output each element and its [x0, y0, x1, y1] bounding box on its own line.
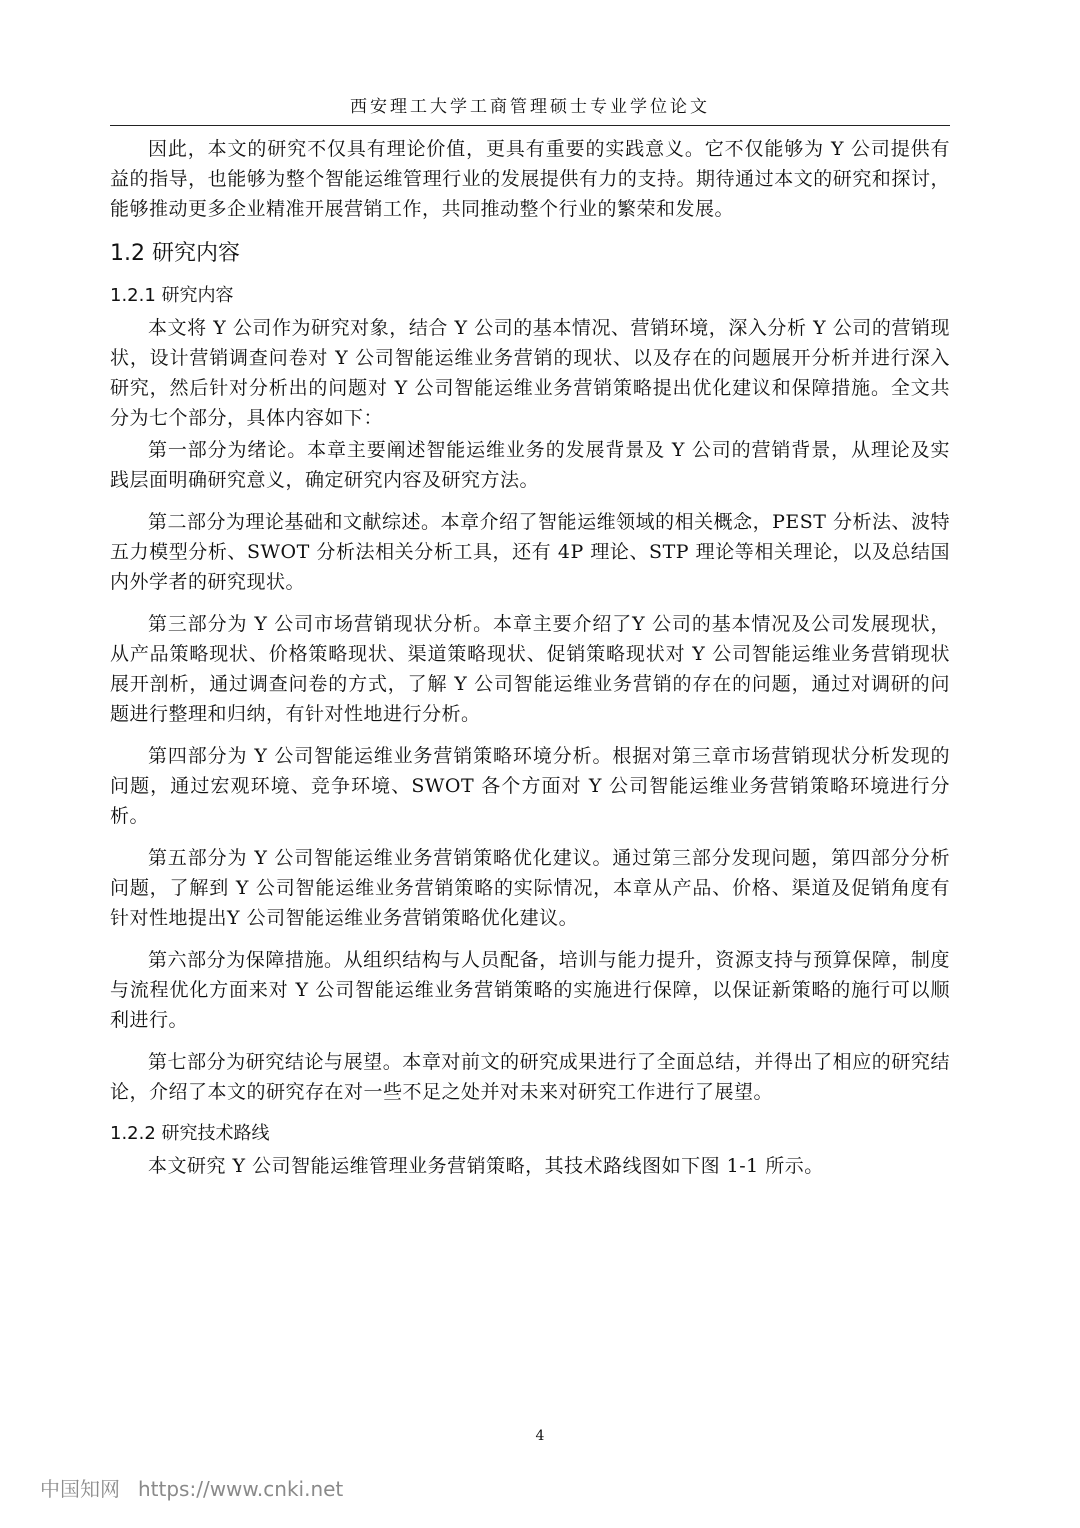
paragraph-part-six: 第六部分为保障措施。从组织结构与人员配备，培训与能力提升，资源支持与预算保障，制度与流程优化方面来对 Y 公司智能运维业务营销策略的实施进行保障，以保证新策略的施行可以顺利进行。: [110, 949, 950, 1031]
subsection-heading-technical-route: 1.2.2 研究技术路线: [110, 1123, 270, 1144]
page-number: 4: [535, 1428, 545, 1444]
paragraph-part-two: 第二部分为理论基础和文献综述。本章介绍了智能运维领域的相关概念，PEST 分析法、波特五力模型分析、SWOT 分析法相关分析工具，还有 4P 理论、STP 理论等相关理论，以及总结国内外学者的研究现状。: [110, 511, 950, 593]
running-header: 西安理工大学工商管理硕士专业学位论文: [110, 92, 950, 126]
paragraph-technical-route: 本文研究 Y 公司智能运维管理业务营销策略，其技术路线图如下图 1-1 所示。: [148, 1155, 824, 1177]
subsection-heading-research-content: 1.2.1 研究内容: [110, 285, 234, 306]
paragraph-part-seven: 第七部分为研究结论与展望。本章对前文的研究成果进行了全面总结，并得出了相应的研究结论，介绍了本文的研究存在对一些不足之处并对未来对研究工作进行了展望。: [110, 1051, 950, 1103]
paragraph-overview: 本文将 Y 公司作为研究对象，结合 Y 公司的基本情况、营销环境，深入分析 Y 公司的营销现状，设计营销调查问卷对 Y 公司智能运维业务营销的现状、以及存在的问题展开分析并进行深入研究，然后针对分析出的问题对 Y 公司智能运维业务营销策略提出优化建议和保障措施。全文共分为七个部分，具体内容如下：: [110, 317, 950, 429]
watermark-brand: 中国知网: [40, 1477, 120, 1501]
paragraph-part-five: 第五部分为 Y 公司智能运维业务营销策略优化建议。通过第三部分发现问题，第四部分分析问题，了解到 Y 公司智能运维业务营销策略的实际情况，本章从产品、价格、渠道及促销角度有针对性地提出Y 公司智能运维业务营销策略优化建议。: [110, 847, 950, 929]
paragraph-significance: 因此，本文的研究不仅具有理论价值，更具有重要的实践意义。它不仅能够为 Y 公司提供有益的指导，也能够为整个智能运维管理行业的发展提供有力的支持。期待通过本文的研究和探讨，能够推动更多企业精准开展营销工作，共同推动整个行业的繁荣和发展。: [110, 138, 950, 220]
cnki-watermark: [40, 1473, 343, 1502]
paragraph-part-four: 第四部分为 Y 公司智能运维业务营销策略环境分析。根据对第三章市场营销现状分析发现的问题，通过宏观环境、竞争环境、SWOT 各个方面对 Y 公司智能运维业务营销策略环境进行分析。: [110, 745, 950, 827]
watermark-url: https://www.cnki.net: [138, 1477, 344, 1501]
section-heading: 1.2 研究内容: [110, 241, 240, 266]
paragraph-part-one: 第一部分为绪论。本章主要阐述智能运维业务的发展背景及 Y 公司的营销背景，从理论及实践层面明确研究意义，确定研究内容及研究方法。: [110, 439, 950, 491]
paragraph-part-three: 第三部分为 Y 公司市场营销现状分析。本章主要介绍了Y 公司的基本情况及公司发展现状，从产品策略现状、价格策略现状、渠道策略现状、促销策略现状对 Y 公司智能运维业务营销现状展开剖析，通过调查问卷的方式，了解 Y 公司智能运维业务营销的存在的问题，通过对调研的问题进行整理和归纳，有针对性地进行分析。: [110, 613, 950, 725]
page-body: [110, 134, 950, 1193]
